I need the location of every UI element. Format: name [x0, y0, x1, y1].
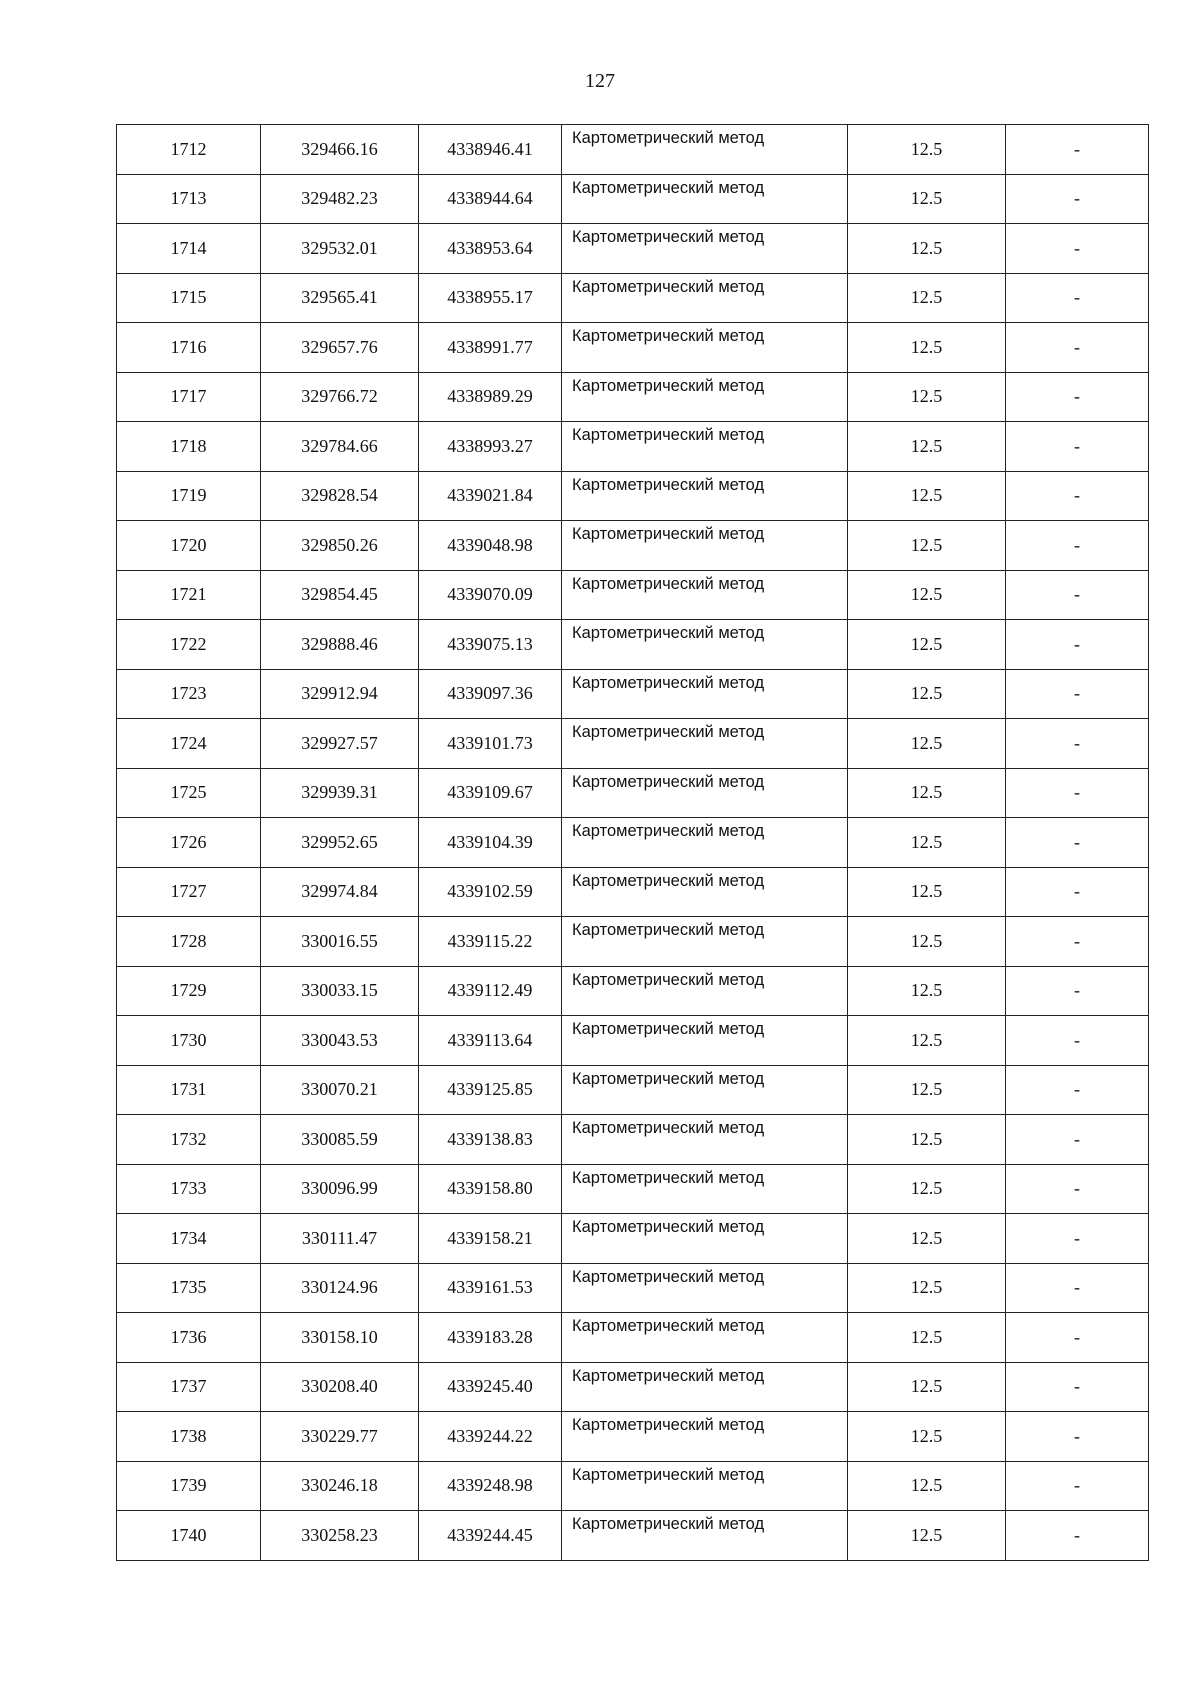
- note-cell: -: [1006, 323, 1149, 373]
- y-coordinate-cell: 4339104.39: [419, 818, 562, 868]
- point-number-cell: 1728: [117, 917, 261, 967]
- accuracy-cell: 12.5: [848, 422, 1006, 472]
- method-cell: Картометрический метод: [562, 818, 848, 868]
- point-number-cell: 1716: [117, 323, 261, 373]
- point-number-cell: 1739: [117, 1461, 261, 1511]
- x-coordinate-cell: 329927.57: [261, 719, 419, 769]
- accuracy-cell: 12.5: [848, 1511, 1006, 1561]
- y-coordinate-cell: 4339244.45: [419, 1511, 562, 1561]
- table-row: [117, 570, 1149, 620]
- method-cell: Картометрический метод: [562, 273, 848, 323]
- table-row: [117, 1016, 1149, 1066]
- x-coordinate-cell: 329854.45: [261, 570, 419, 620]
- x-coordinate-cell: 330229.77: [261, 1412, 419, 1462]
- point-number-cell: 1717: [117, 372, 261, 422]
- point-number-cell: 1719: [117, 471, 261, 521]
- table-row: [117, 1065, 1149, 1115]
- method-cell: Картометрический метод: [562, 768, 848, 818]
- x-coordinate-cell: 329912.94: [261, 669, 419, 719]
- method-cell: Картометрический метод: [562, 1263, 848, 1313]
- point-number-cell: 1724: [117, 719, 261, 769]
- y-coordinate-cell: 4339112.49: [419, 966, 562, 1016]
- y-coordinate-cell: 4339183.28: [419, 1313, 562, 1363]
- method-cell: Картометрический метод: [562, 521, 848, 571]
- accuracy-cell: 12.5: [848, 1115, 1006, 1165]
- note-cell: -: [1006, 867, 1149, 917]
- y-coordinate-cell: 4338953.64: [419, 224, 562, 274]
- x-coordinate-cell: 330016.55: [261, 917, 419, 967]
- point-number-cell: 1723: [117, 669, 261, 719]
- accuracy-cell: 12.5: [848, 1164, 1006, 1214]
- point-number-cell: 1713: [117, 174, 261, 224]
- x-coordinate-cell: 330258.23: [261, 1511, 419, 1561]
- y-coordinate-cell: 4339021.84: [419, 471, 562, 521]
- table-row: [117, 768, 1149, 818]
- method-cell: Картометрический метод: [562, 323, 848, 373]
- accuracy-cell: 12.5: [848, 323, 1006, 373]
- coordinates-table-body: [117, 125, 1149, 1561]
- x-coordinate-cell: 330085.59: [261, 1115, 419, 1165]
- x-coordinate-cell: 329766.72: [261, 372, 419, 422]
- x-coordinate-cell: 329482.23: [261, 174, 419, 224]
- method-cell: Картометрический метод: [562, 867, 848, 917]
- note-cell: -: [1006, 1461, 1149, 1511]
- accuracy-cell: 12.5: [848, 620, 1006, 670]
- table-row: [117, 521, 1149, 571]
- method-cell: Картометрический метод: [562, 719, 848, 769]
- point-number-cell: 1720: [117, 521, 261, 571]
- table-row: [117, 719, 1149, 769]
- method-cell: Картометрический метод: [562, 1065, 848, 1115]
- accuracy-cell: 12.5: [848, 372, 1006, 422]
- x-coordinate-cell: 329974.84: [261, 867, 419, 917]
- y-coordinate-cell: 4339158.21: [419, 1214, 562, 1264]
- accuracy-cell: 12.5: [848, 273, 1006, 323]
- note-cell: -: [1006, 620, 1149, 670]
- note-cell: -: [1006, 273, 1149, 323]
- table-row: [117, 1362, 1149, 1412]
- note-cell: -: [1006, 818, 1149, 868]
- y-coordinate-cell: 4339158.80: [419, 1164, 562, 1214]
- accuracy-cell: 12.5: [848, 867, 1006, 917]
- accuracy-cell: 12.5: [848, 570, 1006, 620]
- table-row: [117, 917, 1149, 967]
- table-row: [117, 620, 1149, 670]
- method-cell: Картометрический метод: [562, 1412, 848, 1462]
- table-row: [117, 1164, 1149, 1214]
- table-row: [117, 1412, 1149, 1462]
- accuracy-cell: 12.5: [848, 1263, 1006, 1313]
- note-cell: -: [1006, 669, 1149, 719]
- note-cell: -: [1006, 471, 1149, 521]
- y-coordinate-cell: 4339115.22: [419, 917, 562, 967]
- method-cell: Картометрический метод: [562, 1461, 848, 1511]
- point-number-cell: 1731: [117, 1065, 261, 1115]
- table-row: [117, 1214, 1149, 1264]
- table-row: [117, 174, 1149, 224]
- table-row: [117, 818, 1149, 868]
- y-coordinate-cell: 4339245.40: [419, 1362, 562, 1412]
- table-row: [117, 422, 1149, 472]
- point-number-cell: 1740: [117, 1511, 261, 1561]
- point-number-cell: 1721: [117, 570, 261, 620]
- note-cell: -: [1006, 1362, 1149, 1412]
- point-number-cell: 1734: [117, 1214, 261, 1264]
- accuracy-cell: 12.5: [848, 125, 1006, 175]
- y-coordinate-cell: 4338946.41: [419, 125, 562, 175]
- x-coordinate-cell: 330070.21: [261, 1065, 419, 1115]
- table-row: [117, 1263, 1149, 1313]
- y-coordinate-cell: 4339048.98: [419, 521, 562, 571]
- note-cell: -: [1006, 521, 1149, 571]
- method-cell: Картометрический метод: [562, 174, 848, 224]
- y-coordinate-cell: 4339075.13: [419, 620, 562, 670]
- table-row: [117, 1461, 1149, 1511]
- point-number-cell: 1715: [117, 273, 261, 323]
- accuracy-cell: 12.5: [848, 224, 1006, 274]
- point-number-cell: 1733: [117, 1164, 261, 1214]
- note-cell: -: [1006, 1214, 1149, 1264]
- table-row: [117, 323, 1149, 373]
- method-cell: Картометрический метод: [562, 1115, 848, 1165]
- note-cell: -: [1006, 1313, 1149, 1363]
- accuracy-cell: 12.5: [848, 768, 1006, 818]
- x-coordinate-cell: 330158.10: [261, 1313, 419, 1363]
- table-row: [117, 1115, 1149, 1165]
- point-number-cell: 1725: [117, 768, 261, 818]
- note-cell: -: [1006, 1016, 1149, 1066]
- note-cell: -: [1006, 1412, 1149, 1462]
- note-cell: -: [1006, 125, 1149, 175]
- accuracy-cell: 12.5: [848, 1214, 1006, 1264]
- y-coordinate-cell: 4339097.36: [419, 669, 562, 719]
- note-cell: -: [1006, 224, 1149, 274]
- method-cell: Картометрический метод: [562, 917, 848, 967]
- accuracy-cell: 12.5: [848, 471, 1006, 521]
- x-coordinate-cell: 329657.76: [261, 323, 419, 373]
- x-coordinate-cell: 330096.99: [261, 1164, 419, 1214]
- method-cell: Картометрический метод: [562, 1362, 848, 1412]
- method-cell: Картометрический метод: [562, 125, 848, 175]
- y-coordinate-cell: 4339113.64: [419, 1016, 562, 1066]
- point-number-cell: 1737: [117, 1362, 261, 1412]
- note-cell: -: [1006, 1164, 1149, 1214]
- note-cell: -: [1006, 174, 1149, 224]
- y-coordinate-cell: 4339070.09: [419, 570, 562, 620]
- note-cell: -: [1006, 768, 1149, 818]
- method-cell: Картометрический метод: [562, 669, 848, 719]
- accuracy-cell: 12.5: [848, 719, 1006, 769]
- accuracy-cell: 12.5: [848, 1016, 1006, 1066]
- y-coordinate-cell: 4338991.77: [419, 323, 562, 373]
- y-coordinate-cell: 4338993.27: [419, 422, 562, 472]
- table-row: [117, 273, 1149, 323]
- table-row: [117, 125, 1149, 175]
- y-coordinate-cell: 4339248.98: [419, 1461, 562, 1511]
- method-cell: Картометрический метод: [562, 1214, 848, 1264]
- accuracy-cell: 12.5: [848, 1362, 1006, 1412]
- method-cell: Картометрический метод: [562, 471, 848, 521]
- x-coordinate-cell: 329532.01: [261, 224, 419, 274]
- method-cell: Картометрический метод: [562, 1016, 848, 1066]
- y-coordinate-cell: 4339101.73: [419, 719, 562, 769]
- table-row: [117, 1313, 1149, 1363]
- accuracy-cell: 12.5: [848, 818, 1006, 868]
- note-cell: -: [1006, 966, 1149, 1016]
- y-coordinate-cell: 4339244.22: [419, 1412, 562, 1462]
- point-number-cell: 1727: [117, 867, 261, 917]
- table-row: [117, 966, 1149, 1016]
- coordinates-table: [116, 124, 1149, 1561]
- x-coordinate-cell: 330124.96: [261, 1263, 419, 1313]
- method-cell: Картометрический метод: [562, 1313, 848, 1363]
- method-cell: Картометрический метод: [562, 422, 848, 472]
- point-number-cell: 1729: [117, 966, 261, 1016]
- note-cell: -: [1006, 1263, 1149, 1313]
- accuracy-cell: 12.5: [848, 1412, 1006, 1462]
- accuracy-cell: 12.5: [848, 174, 1006, 224]
- table-row: [117, 471, 1149, 521]
- accuracy-cell: 12.5: [848, 1461, 1006, 1511]
- table-row: [117, 867, 1149, 917]
- method-cell: Картометрический метод: [562, 372, 848, 422]
- note-cell: -: [1006, 917, 1149, 967]
- y-coordinate-cell: 4339161.53: [419, 1263, 562, 1313]
- accuracy-cell: 12.5: [848, 521, 1006, 571]
- note-cell: -: [1006, 570, 1149, 620]
- x-coordinate-cell: 329466.16: [261, 125, 419, 175]
- x-coordinate-cell: 330246.18: [261, 1461, 419, 1511]
- x-coordinate-cell: 330208.40: [261, 1362, 419, 1412]
- y-coordinate-cell: 4339102.59: [419, 867, 562, 917]
- note-cell: -: [1006, 1511, 1149, 1561]
- note-cell: -: [1006, 422, 1149, 472]
- method-cell: Картометрический метод: [562, 224, 848, 274]
- table-row: [117, 224, 1149, 274]
- method-cell: Картометрический метод: [562, 1164, 848, 1214]
- method-cell: Картометрический метод: [562, 966, 848, 1016]
- x-coordinate-cell: 330043.53: [261, 1016, 419, 1066]
- method-cell: Картометрический метод: [562, 620, 848, 670]
- method-cell: Картометрический метод: [562, 570, 848, 620]
- y-coordinate-cell: 4338989.29: [419, 372, 562, 422]
- point-number-cell: 1714: [117, 224, 261, 274]
- point-number-cell: 1732: [117, 1115, 261, 1165]
- y-coordinate-cell: 4339138.83: [419, 1115, 562, 1165]
- x-coordinate-cell: 329850.26: [261, 521, 419, 571]
- x-coordinate-cell: 330111.47: [261, 1214, 419, 1264]
- point-number-cell: 1718: [117, 422, 261, 472]
- point-number-cell: 1722: [117, 620, 261, 670]
- accuracy-cell: 12.5: [848, 966, 1006, 1016]
- x-coordinate-cell: 329828.54: [261, 471, 419, 521]
- accuracy-cell: 12.5: [848, 917, 1006, 967]
- x-coordinate-cell: 329888.46: [261, 620, 419, 670]
- page-number: 127: [585, 70, 615, 92]
- point-number-cell: 1712: [117, 125, 261, 175]
- y-coordinate-cell: 4338955.17: [419, 273, 562, 323]
- y-coordinate-cell: 4338944.64: [419, 174, 562, 224]
- point-number-cell: 1726: [117, 818, 261, 868]
- method-cell: Картометрический метод: [562, 1511, 848, 1561]
- y-coordinate-cell: 4339125.85: [419, 1065, 562, 1115]
- x-coordinate-cell: 329939.31: [261, 768, 419, 818]
- table-row: [117, 669, 1149, 719]
- table-row: [117, 372, 1149, 422]
- note-cell: -: [1006, 719, 1149, 769]
- point-number-cell: 1730: [117, 1016, 261, 1066]
- point-number-cell: 1735: [117, 1263, 261, 1313]
- accuracy-cell: 12.5: [848, 1313, 1006, 1363]
- point-number-cell: 1738: [117, 1412, 261, 1462]
- table-row: [117, 1511, 1149, 1561]
- note-cell: -: [1006, 1115, 1149, 1165]
- accuracy-cell: 12.5: [848, 1065, 1006, 1115]
- note-cell: -: [1006, 1065, 1149, 1115]
- y-coordinate-cell: 4339109.67: [419, 768, 562, 818]
- note-cell: -: [1006, 372, 1149, 422]
- accuracy-cell: 12.5: [848, 669, 1006, 719]
- x-coordinate-cell: 329784.66: [261, 422, 419, 472]
- x-coordinate-cell: 329565.41: [261, 273, 419, 323]
- x-coordinate-cell: 330033.15: [261, 966, 419, 1016]
- x-coordinate-cell: 329952.65: [261, 818, 419, 868]
- point-number-cell: 1736: [117, 1313, 261, 1363]
